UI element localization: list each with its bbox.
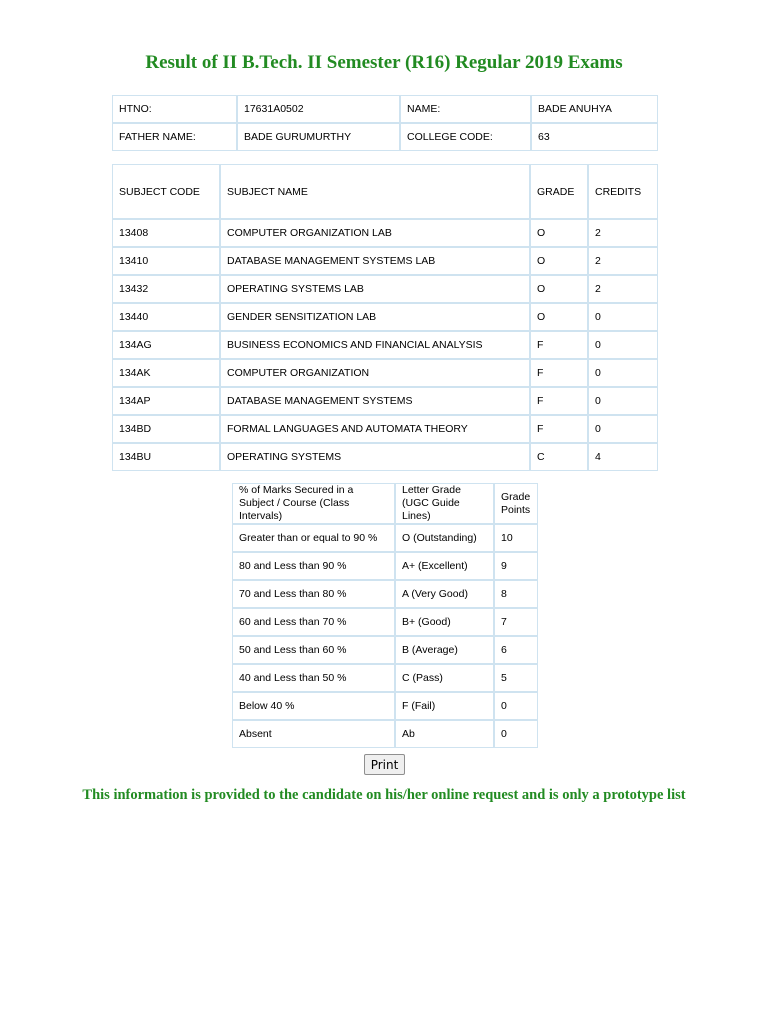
table-cell: 6 — [494, 636, 538, 664]
table-cell: 7 — [494, 608, 538, 636]
table-cell: 0 — [494, 692, 538, 720]
grading-scale-table — [232, 483, 538, 748]
column-header: Grade Points — [494, 483, 538, 524]
table-cell: O — [530, 247, 588, 275]
table-cell: 0 — [588, 359, 658, 387]
student-info-table — [112, 95, 658, 151]
htno-value: 17631A0502 — [237, 95, 400, 123]
table-row — [232, 580, 538, 608]
table-cell: 2 — [588, 247, 658, 275]
table-row — [232, 692, 538, 720]
table-cell: OPERATING SYSTEMS — [220, 443, 530, 471]
table-cell: 70 and Less than 80 % — [232, 580, 395, 608]
table-row — [232, 552, 538, 580]
table-cell: C (Pass) — [395, 664, 494, 692]
college-code-label: COLLEGE CODE: — [400, 123, 531, 151]
table-cell: F — [530, 415, 588, 443]
table-row — [112, 331, 658, 359]
table-row — [112, 443, 658, 471]
table-cell: 13408 — [112, 219, 220, 247]
table-row — [112, 303, 658, 331]
table-cell: O (Outstanding) — [395, 524, 494, 552]
table-cell: 5 — [494, 664, 538, 692]
table-cell: F — [530, 331, 588, 359]
table-cell: 2 — [588, 219, 658, 247]
table-cell: 2 — [588, 275, 658, 303]
column-header: GRADE — [530, 164, 588, 219]
table-cell: 0 — [588, 387, 658, 415]
column-header: SUBJECT CODE — [112, 164, 220, 219]
htno-label: HTNO: — [112, 95, 237, 123]
table-cell: O — [530, 303, 588, 331]
table-cell: 13432 — [112, 275, 220, 303]
table-cell: COMPUTER ORGANIZATION LAB — [220, 219, 530, 247]
table-row — [232, 608, 538, 636]
table-row — [112, 219, 658, 247]
table-cell: 0 — [494, 720, 538, 748]
column-header: Letter Grade (UGC Guide Lines) — [395, 483, 494, 524]
table-cell: FORMAL LANGUAGES AND AUTOMATA THEORY — [220, 415, 530, 443]
print-button[interactable]: Print — [364, 754, 405, 775]
table-cell: 134AK — [112, 359, 220, 387]
table-row — [112, 95, 658, 123]
table-row — [112, 275, 658, 303]
table-cell: 60 and Less than 70 % — [232, 608, 395, 636]
name-value: BADE ANUHYA — [531, 95, 658, 123]
table-cell: O — [530, 219, 588, 247]
table-cell: B (Average) — [395, 636, 494, 664]
table-row — [112, 359, 658, 387]
table-cell: F — [530, 359, 588, 387]
table-header-row — [232, 483, 538, 524]
table-cell: Below 40 % — [232, 692, 395, 720]
table-row — [112, 123, 658, 151]
table-cell: A+ (Excellent) — [395, 552, 494, 580]
table-cell: 134AG — [112, 331, 220, 359]
table-cell: F — [530, 387, 588, 415]
table-cell: B+ (Good) — [395, 608, 494, 636]
table-cell: C — [530, 443, 588, 471]
table-row — [232, 664, 538, 692]
column-header: CREDITS — [588, 164, 658, 219]
table-row — [232, 720, 538, 748]
table-cell: 40 and Less than 50 % — [232, 664, 395, 692]
table-cell: 4 — [588, 443, 658, 471]
table-row — [112, 387, 658, 415]
table-cell: F (Fail) — [395, 692, 494, 720]
table-row — [232, 524, 538, 552]
table-cell: Absent — [232, 720, 395, 748]
college-code-value: 63 — [531, 123, 658, 151]
table-cell: 13440 — [112, 303, 220, 331]
column-header: SUBJECT NAME — [220, 164, 530, 219]
table-cell: DATABASE MANAGEMENT SYSTEMS — [220, 387, 530, 415]
table-cell: BUSINESS ECONOMICS AND FINANCIAL ANALYSIS — [220, 331, 530, 359]
table-cell: GENDER SENSITIZATION LAB — [220, 303, 530, 331]
table-cell: 9 — [494, 552, 538, 580]
table-cell: OPERATING SYSTEMS LAB — [220, 275, 530, 303]
table-cell: 134BD — [112, 415, 220, 443]
table-row — [112, 247, 658, 275]
table-cell: 134AP — [112, 387, 220, 415]
table-row — [112, 415, 658, 443]
table-cell: 134BU — [112, 443, 220, 471]
table-header-row — [112, 164, 658, 219]
table-cell: 0 — [588, 415, 658, 443]
table-cell: 10 — [494, 524, 538, 552]
table-cell: Greater than or equal to 90 % — [232, 524, 395, 552]
table-cell: 80 and Less than 90 % — [232, 552, 395, 580]
table-cell: Ab — [395, 720, 494, 748]
table-cell: 13410 — [112, 247, 220, 275]
table-cell: 0 — [588, 303, 658, 331]
table-cell: DATABASE MANAGEMENT SYSTEMS LAB — [220, 247, 530, 275]
table-cell: A (Very Good) — [395, 580, 494, 608]
father-name-label: FATHER NAME: — [112, 123, 237, 151]
table-cell: O — [530, 275, 588, 303]
column-header: % of Marks Secured in a Subject / Course (Class Intervals) — [232, 483, 395, 524]
subjects-table — [112, 164, 658, 471]
table-cell: 0 — [588, 331, 658, 359]
table-cell: COMPUTER ORGANIZATION — [220, 359, 530, 387]
table-cell: 8 — [494, 580, 538, 608]
father-name-value: BADE GURUMURTHY — [237, 123, 400, 151]
table-row — [232, 636, 538, 664]
page-title: Result of II B.Tech. II Semester (R16) Regular 2019 Exams — [145, 52, 623, 73]
name-label: NAME: — [400, 95, 531, 123]
table-cell: 50 and Less than 60 % — [232, 636, 395, 664]
disclaimer-text: This information is provided to the candidate on his/her online request and is only a prototype list — [82, 787, 686, 803]
